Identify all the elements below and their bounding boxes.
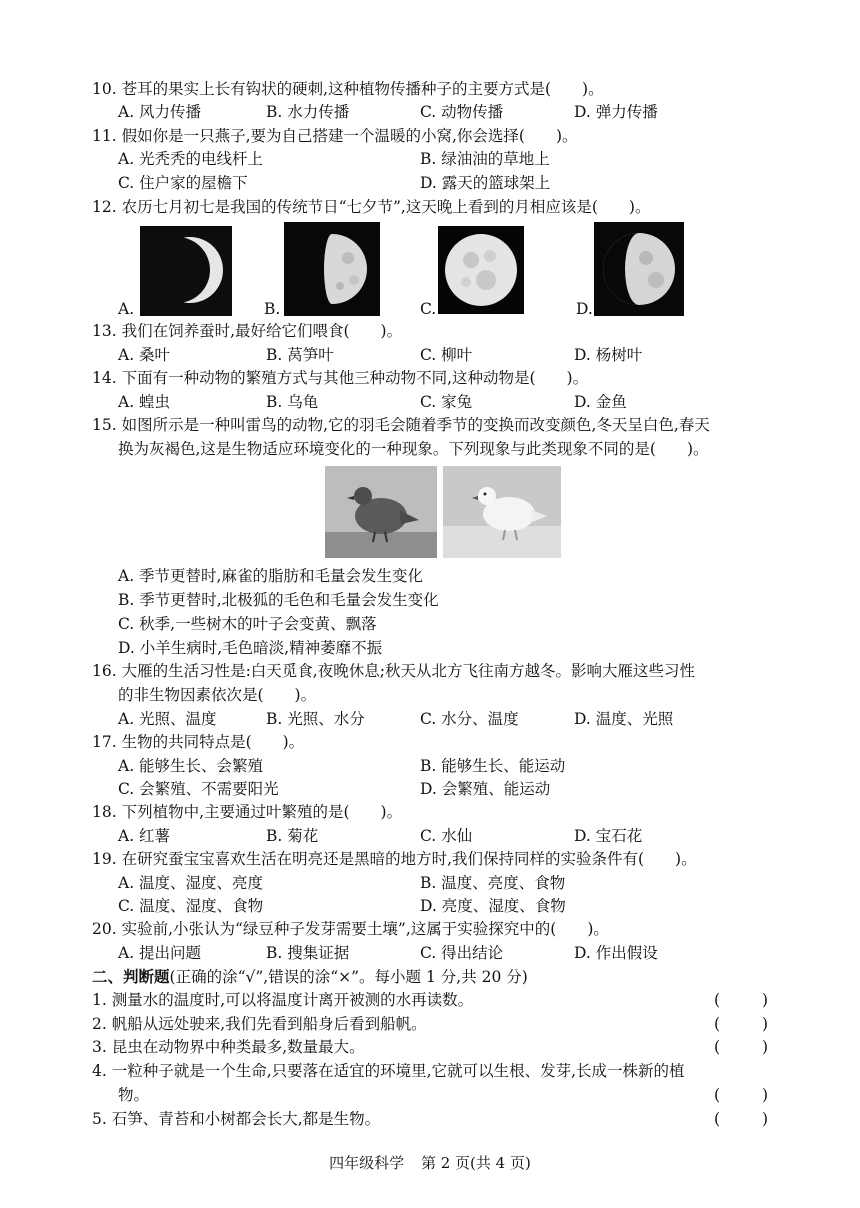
judge-item-4: 4. 一粒种子就是一个生命,只要落在适宜的环境里,它就可以生根、发芽,长成一株新的植 [92,1062,685,1080]
option-a[interactable]: A. 季节更替时,麻雀的脂肪和毛量会发生变化 [118,567,423,585]
question-16-stem-line1: 16. 大雁的生活习性是:白天觅食,夜晚休息;秋天从北方飞往南方越冬。影响大雁这些习性 [92,662,695,680]
option-b[interactable]: B. 温度、亮度、食物 [420,874,566,892]
bracket-close: ) [761,991,768,1009]
question-10-stem: 10. 苍耳的果实上长有钩状的硬刺,这种植物传播种子的主要方式是( )。 [92,80,604,98]
bracket-open: ( [714,1086,721,1104]
option-d[interactable]: D. 会繁殖、能运动 [420,780,551,798]
question-15-option-b [118,589,798,612]
option-a[interactable]: A. 光秃秃的电线杆上 [118,150,264,168]
answer-bracket-3[interactable] [714,1036,768,1059]
answer-bracket-4[interactable] [714,1084,768,1107]
option-b[interactable]: B. 搜集证据 [266,944,350,962]
option-b[interactable]: B. 乌龟 [266,393,319,411]
section-2-instruction: (正确的涂“√”,错误的涂“×”。每小题 1 分,共 20 分) [169,968,528,986]
question-15-stem-line1: 15. 如图所示是一种叫雷鸟的动物,它的羽毛会随着季节的变换而改变颜色,冬天呈白色,春天 [92,416,710,434]
option-d[interactable]: D. 宝石花 [574,827,643,845]
option-c[interactable]: C. 得出结论 [420,944,504,962]
ptarmigan-brown-image [325,466,437,558]
option-b[interactable]: B. 莴笋叶 [266,346,334,364]
option-d[interactable]: D. 金鱼 [574,393,627,411]
option-b[interactable]: B. 菊花 [266,827,319,845]
answer-bracket-2[interactable] [714,1013,768,1036]
question-13-options [118,344,798,367]
question-14-stem: 14. 下面有一种动物的繁殖方式与其他三种动物不同,这种动物是( )。 [92,369,589,387]
bracket-open: ( [714,1038,721,1056]
footer-subject: 四年级科学 [329,1154,405,1172]
option-a[interactable]: A. [118,300,135,318]
option-c[interactable]: C. 秋季,一些树木的叶子会变黄、飘落 [118,615,377,633]
option-d[interactable]: D. 杨树叶 [574,346,643,364]
option-d[interactable]: D. 温度、光照 [574,710,674,728]
option-b[interactable]: B. 能够生长、能运动 [420,757,566,775]
option-d[interactable]: D. 亮度、湿度、食物 [420,897,566,915]
option-c[interactable]: C. 水分、温度 [420,710,519,728]
option-c[interactable]: C. 会繁殖、不需要阳光 [118,780,279,798]
moon-full-image[interactable] [438,226,524,314]
option-a[interactable]: A. 桑叶 [118,346,171,364]
question-19-options-row1 [118,872,798,895]
question-17-options-row2 [118,778,798,801]
ptarmigan-white-image [443,466,561,558]
question-19-stem: 19. 在研究蚕宝宝喜欢生活在明亮还是黑暗的地方时,我们保持同样的实验条件有( )。 [92,850,697,868]
judge-item-3: 3. 昆虫在动物界中种类最多,数量最大。 [92,1038,365,1056]
moon-crescent-image[interactable] [140,226,232,316]
question-16-options [118,708,798,731]
judge-item-5: 5. 石笋、青苔和小树都会长大,都是生物。 [92,1110,381,1128]
section-2-header [92,965,768,989]
bracket-open: ( [714,1015,721,1033]
question-20-stem: 20. 实验前,小张认为“绿豆种子发芽需要土壤”,这属于实验探究中的( )。 [92,920,609,938]
answer-bracket-1[interactable] [714,989,768,1012]
judge-item-1: 1. 测量水的温度时,可以将温度计离开被测的水再读数。 [92,991,474,1009]
question-14-options [118,391,798,414]
option-d[interactable]: D. 作出假设 [574,944,658,962]
judge-item-2: 2. 帆船从远处驶来,我们先看到船身后看到船帆。 [92,1015,427,1033]
question-17-stem: 17. 生物的共同特点是( )。 [92,733,305,751]
answer-bracket-5[interactable] [714,1108,768,1131]
judge-item-4-cont: 物。 [118,1086,150,1104]
option-a[interactable]: A. 提出问题 [118,944,202,962]
moon-first-quarter-image[interactable] [284,222,380,316]
option-a[interactable]: A. 光照、温度 [118,710,217,728]
bracket-close: ) [761,1015,768,1033]
option-c[interactable]: C. [420,300,437,318]
moon-gibbous-image[interactable] [594,222,684,316]
question-16-stem-line2: 的非生物因素依次是( )。 [118,686,317,704]
option-d[interactable]: D. 弹力传播 [574,103,658,121]
question-19-options-row2 [118,895,798,918]
question-11-options-row1 [118,148,798,171]
option-b[interactable]: B. 水力传播 [266,103,350,121]
option-c[interactable]: C. 家兔 [420,393,473,411]
option-b[interactable]: B. 季节更替时,北极狐的毛色和毛量会发生变化 [118,591,439,609]
question-12-stem: 12. 农历七月初七是我国的传统节日“七夕节”,这天晚上看到的月相应该是( )。 [92,198,651,216]
section-2-title: 二、判断题 [92,967,170,986]
option-c[interactable]: C. 水仙 [420,827,473,845]
question-15-option-d [118,637,798,660]
option-d[interactable]: D. 露天的篮球架上 [420,174,551,192]
option-c[interactable]: C. 柳叶 [420,346,473,364]
bracket-close: ) [761,1110,768,1128]
question-11-stem: 11. 假如你是一只燕子,要为自己搭建一个温暖的小窝,你会选择( )。 [92,127,578,145]
question-18-stem: 18. 下列植物中,主要通过叶繁殖的是( )。 [92,803,403,821]
bracket-open: ( [714,1110,721,1128]
question-15-stem-line2: 换为灰褐色,这是生物适应环境变化的一种现象。下列现象与此类现象不同的是( )。 [118,440,709,458]
question-15-option-a [118,565,798,588]
option-b[interactable]: B. 绿油油的草地上 [420,150,550,168]
option-a[interactable]: A. 蝗虫 [118,393,171,411]
question-13-stem: 13. 我们在饲养蚕时,最好给它们喂食( )。 [92,322,403,340]
option-a[interactable]: A. 红薯 [118,827,171,845]
option-c[interactable]: C. 动物传播 [420,103,504,121]
question-11-options-row2 [118,172,798,195]
bracket-close: ) [761,1038,768,1056]
footer-page-number: 第 2 页(共 4 页) [420,1154,531,1172]
option-b[interactable]: B. 光照、水分 [266,710,365,728]
option-c[interactable]: C. 温度、湿度、食物 [118,897,264,915]
option-c[interactable]: C. 住户家的屋檐下 [118,174,248,192]
option-a[interactable]: A. 风力传播 [118,103,202,121]
option-d[interactable]: D. 小羊生病时,毛色暗淡,精神萎靡不振 [118,639,383,657]
option-a[interactable]: A. 能够生长、会繁殖 [118,757,264,775]
question-20-options [118,942,798,965]
option-b[interactable]: B. [264,300,281,318]
question-17-options-row1 [118,755,798,778]
question-10-options [118,101,798,124]
bracket-close: ) [761,1086,768,1104]
option-d[interactable]: D. [576,300,593,318]
question-15-option-c [118,613,798,636]
page-footer [0,1152,860,1173]
question-18-options [118,825,798,848]
bracket-open: ( [714,991,721,1009]
option-a[interactable]: A. 温度、湿度、亮度 [118,874,264,892]
